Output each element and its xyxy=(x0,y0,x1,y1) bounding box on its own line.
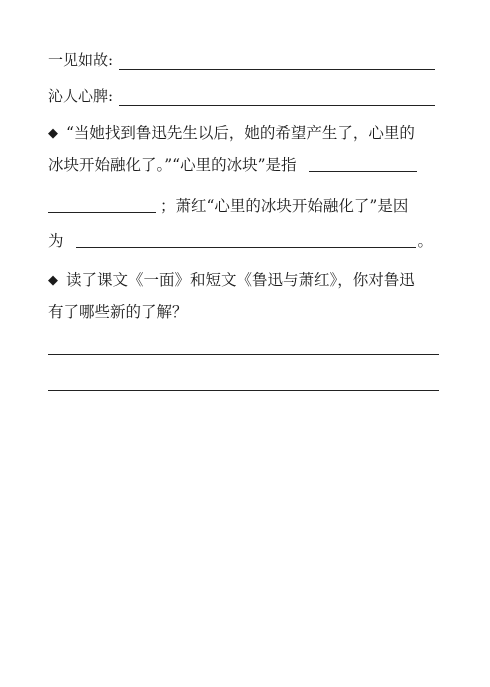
q1-text-line-1: “当她找到鲁迅先生以后，她的希望产生了，心里的 xyxy=(66,124,415,142)
answer-blank[interactable] xyxy=(309,157,417,172)
question-1-line-4 xyxy=(48,231,433,251)
q1-text-line-3: ；萧红“心里的冰块开始融化了”是因 xyxy=(160,197,409,215)
vocab-colon: : xyxy=(108,87,114,105)
diamond-bullet-icon: ◆ xyxy=(48,126,58,141)
question-1-line-3 xyxy=(48,196,408,216)
question-1-line-1 xyxy=(48,123,415,145)
answer-blank[interactable] xyxy=(119,55,435,70)
q2-text-line-1: 读了课文《一面》和短文《鲁迅与萧红》，你对鲁迅 xyxy=(66,271,415,289)
q2-text-line-2: 有了哪些新的了解？ xyxy=(48,303,188,321)
question-2-line-1 xyxy=(48,270,415,292)
answer-line-2[interactable] xyxy=(48,390,439,391)
vocab-row-1 xyxy=(48,50,435,70)
diamond-bullet-icon: ◆ xyxy=(48,273,58,288)
vocab-term: 一见如故 xyxy=(48,51,109,69)
vocab-colon: : xyxy=(108,51,114,69)
question-2-line-2 xyxy=(48,302,188,322)
answer-blank[interactable] xyxy=(48,198,156,213)
q1-text-line-4-start: 为 xyxy=(48,232,64,250)
answer-blank[interactable] xyxy=(119,91,435,106)
vocab-row-2 xyxy=(48,86,435,106)
answer-blank[interactable] xyxy=(76,233,416,248)
question-1-line-2 xyxy=(48,155,417,175)
vocab-term: 沁人心脾 xyxy=(48,87,109,105)
q1-text-line-4-end: 。 xyxy=(417,232,434,250)
answer-line-1[interactable] xyxy=(48,354,439,355)
q1-text-line-2: 冰块开始融化了。”“心里的冰块”是指 xyxy=(48,156,297,174)
